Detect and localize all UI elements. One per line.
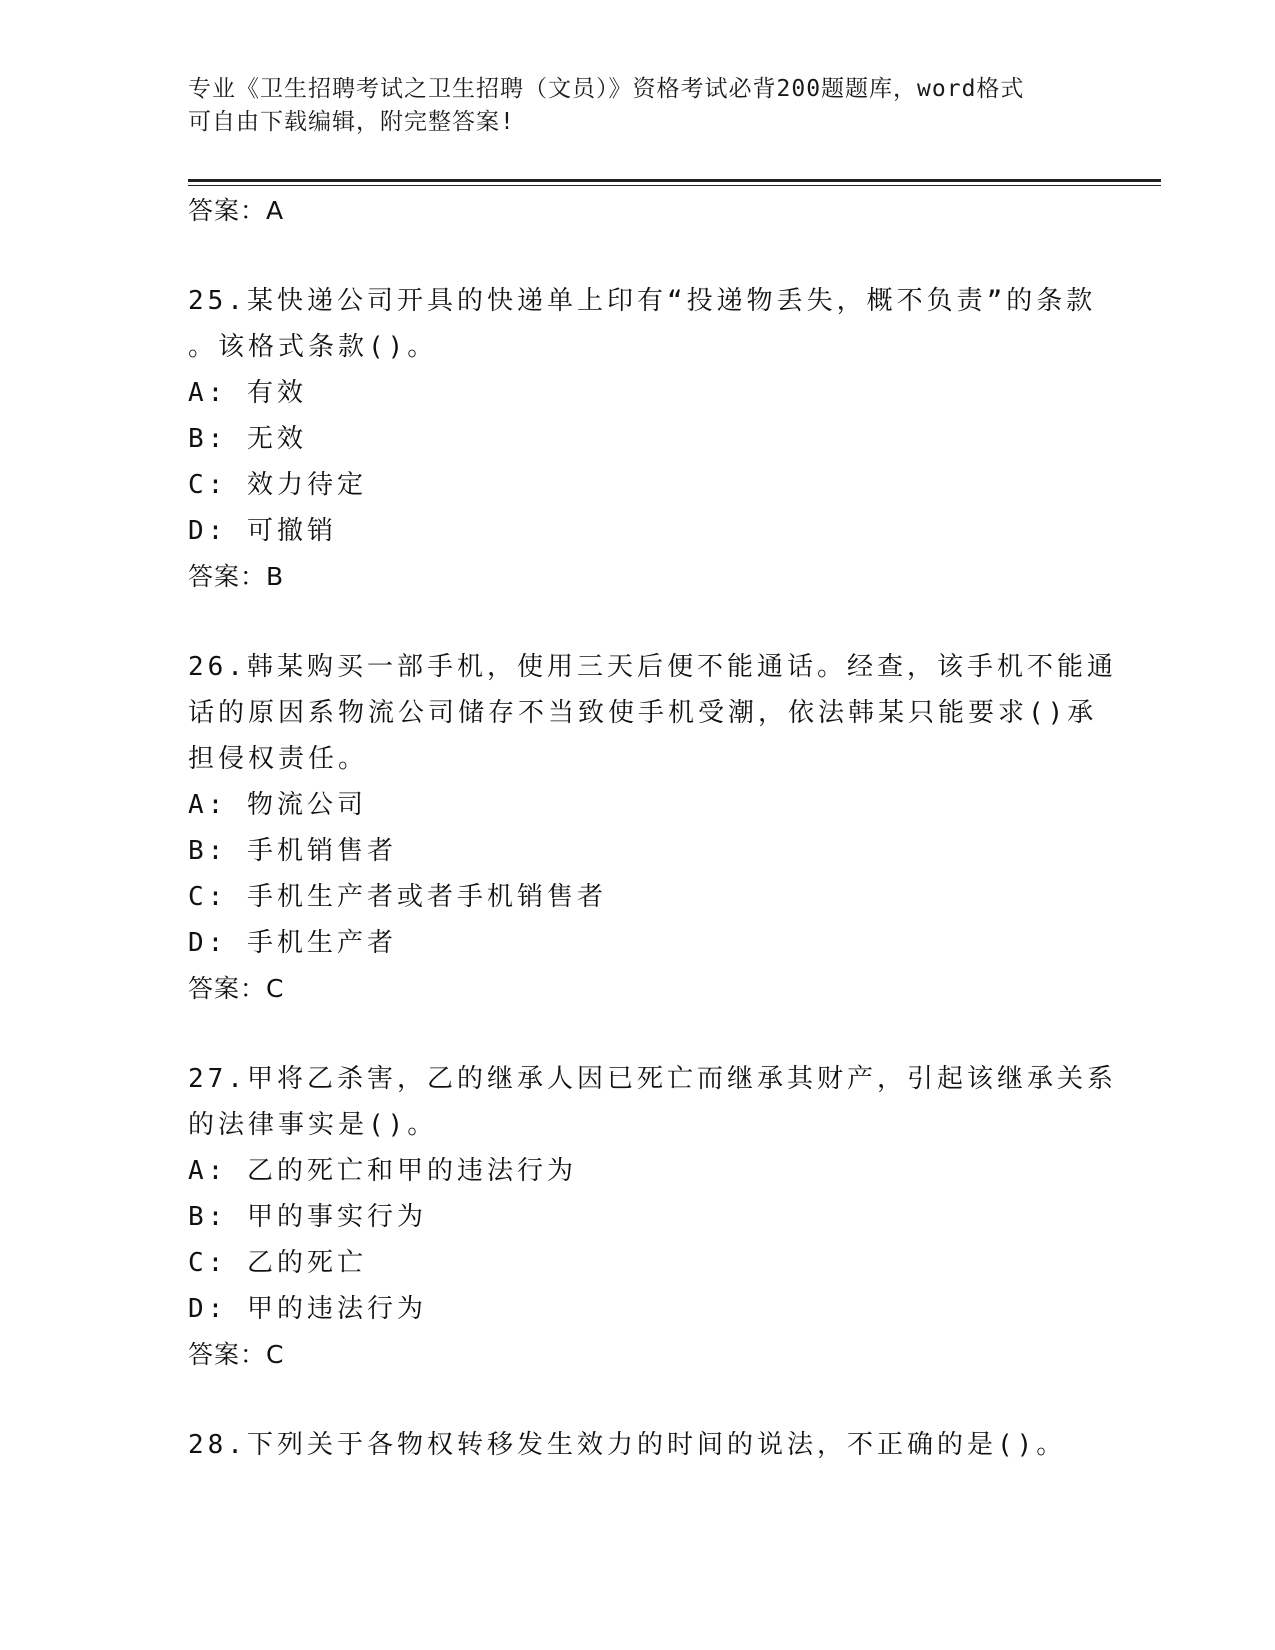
option-c: C: 手机生产者或者手机销售者 [188,882,607,912]
option-c: C: 乙的死亡 [188,1248,367,1278]
header-divider-thin [188,185,1161,186]
option-c: C: 效力待定 [188,470,367,500]
answer-line: 答案：C [188,974,285,1003]
option-b: B: 甲的事实行为 [188,1202,427,1232]
document-header [188,73,1088,139]
question-block [188,1056,1117,1378]
option-a: A: 乙的死亡和甲的违法行为 [188,1156,577,1186]
option-a: A: 物流公司 [188,790,367,820]
question-text-line: 26.韩某购买一部手机，使用三天后便不能通话。经查，该手机不能通 [188,652,1117,682]
option-d: D: 可撤销 [188,516,337,546]
question-text-line: 28.下列关于各物权转移发生效力的时间的说法，不正确的是()。 [188,1430,1067,1460]
option-b: B: 手机销售者 [188,836,397,866]
question-list [188,188,1117,1468]
option-a: A: 有效 [188,378,307,408]
question-text-line: 话的原因系物流公司储存不当致使手机受潮，依法韩某只能要求()承 [188,698,1098,728]
question-text-line: 25.某快递公司开具的快递单上印有“投递物丢失，概不负责”的条款 [188,286,1097,316]
header-line-1: 专业《卫生招聘考试之卫生招聘（文员）》资格考试必背200题题库，word格式 [188,76,1025,102]
answer-line: 答案：C [188,1340,285,1369]
question-block [188,278,1097,600]
header-divider-thick [188,179,1161,182]
question-text-line: 。该格式条款()。 [188,332,438,362]
option-d: D: 甲的违法行为 [188,1294,427,1324]
question-text-line: 的法律事实是()。 [188,1110,438,1140]
answer-line: 答案：A [188,196,285,225]
option-d: D: 手机生产者 [188,928,397,958]
option-b: B: 无效 [188,424,307,454]
answer-line: 答案：B [188,562,285,591]
question-block [188,644,1117,1012]
question-block [188,1422,1088,1468]
question-text-line: 27.甲将乙杀害，乙的继承人因已死亡而继承其财产，引起该继承关系 [188,1064,1117,1094]
question-text-line: 担侵权责任。 [188,744,369,774]
header-line-2: 可自由下载编辑，附完整答案! [188,109,515,135]
